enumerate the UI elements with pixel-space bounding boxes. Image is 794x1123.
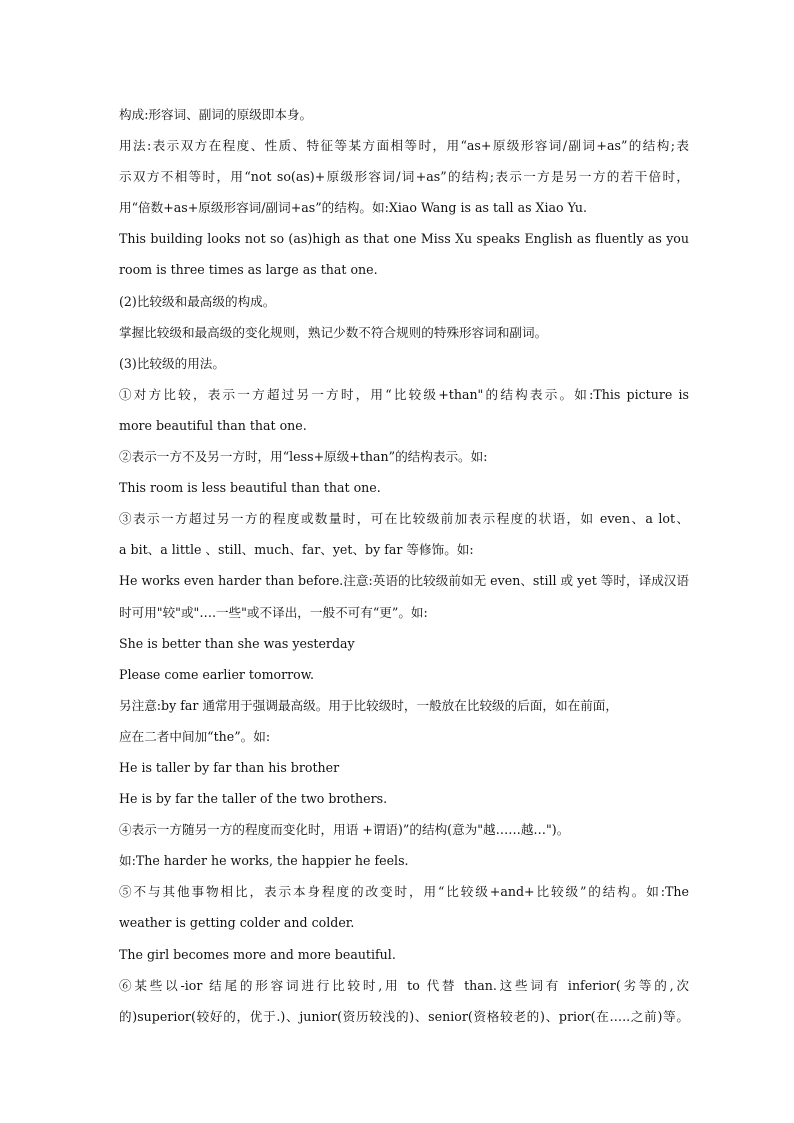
text-line: 的)superior(较好的，优于.)、junior(资历较浅的)、senior(资格较老的)、prior(在…..之前)等。 — [119, 1008, 689, 1024]
text-line: 如:The harder he works, the happier he feels. — [119, 853, 409, 869]
text-line: ⑥某些以-ior 结尾的形容词进行比较时,用 to 代替 than.这些词有 inferior(劣等的,次 — [119, 977, 689, 993]
text-line: 掌握比较级和最高级的变化规则，熟记少数不符合规则的特殊形容词和副词。 — [119, 324, 548, 340]
text-line: He works even harder than before.注意:英语的比较级前如无 even、still 或 yet 等时，译成汉语 — [119, 573, 689, 589]
text-line: 应在二者中间加“the”。如: — [119, 728, 271, 744]
text-line: He is by far the taller of the two brothers. — [119, 791, 388, 807]
text-line: ⑤不与其他事物相比，表示本身程度的改变时，用“比较级+and+比较级”的结构。如:The — [119, 884, 689, 900]
text-line: This building looks not so (as)high as that one Miss Xu speaks English as fluently as you — [119, 231, 689, 247]
text-line: weather is getting colder and colder. — [119, 915, 355, 931]
text-line: He is taller by far than his brother — [119, 759, 340, 775]
text-line: 用“倍数+as+原级形容词/副词+as”的结构。如:Xiao Wang is as tall as Xiao Yu. — [119, 200, 587, 216]
text-line: ④表示一方随另一方的程度而变化时，用语 +谓语)”的结构(意为"越……越…")。 — [119, 822, 570, 838]
text-line: This room is less beautiful than that one. — [119, 480, 381, 496]
text-line: room is three times as large as that one. — [119, 262, 378, 278]
text-line: (2)比较级和最高级的构成。 — [119, 293, 276, 309]
text-line: Please come earlier tomorrow. — [119, 666, 315, 682]
text-line: 示双方不相等时，用“not so(as)+原级形容词/词+as”的结构;表示一方是另一方的若干倍时， — [119, 169, 689, 185]
text-line: 另注意:by far 通常用于强调最高级。用于比较级时，一般放在比较级的后面，如在前面， — [119, 697, 618, 713]
text-line: 构成:形容词、副词的原级即本身。 — [119, 107, 313, 122]
text-line: ①对方比较，表示一方超过另一方时，用“比较级+than"的结构表示。如:This picture is — [119, 386, 689, 402]
text-line: 时可用"较"或"….一些"或不译出，一般不可有“更”。如: — [119, 604, 428, 620]
text-line: The girl becomes more and more beautiful. — [119, 946, 396, 962]
text-line: a bit、a little 、still、much、far、yet、by far 等修饰。如: — [119, 542, 474, 558]
text-line: She is better than she was yesterday — [119, 635, 355, 651]
text-line: ③表示一方超过另一方的程度或数量时，可在比较级前加表示程度的状语，如 even、a lot、 — [119, 511, 689, 527]
document-body — [119, 99, 689, 1032]
text-line: ②表示一方不及另一方时，用“less+原级+than”的结构表示。如: — [119, 449, 488, 465]
text-line: (3)比较级的用法。 — [119, 355, 225, 371]
text-line: 用法:表示双方在程度、性质、特征等某方面相等时，用“as+原级形容词/副词+as”的结构;表 — [119, 138, 689, 154]
text-line: more beautiful than that one. — [119, 417, 307, 433]
